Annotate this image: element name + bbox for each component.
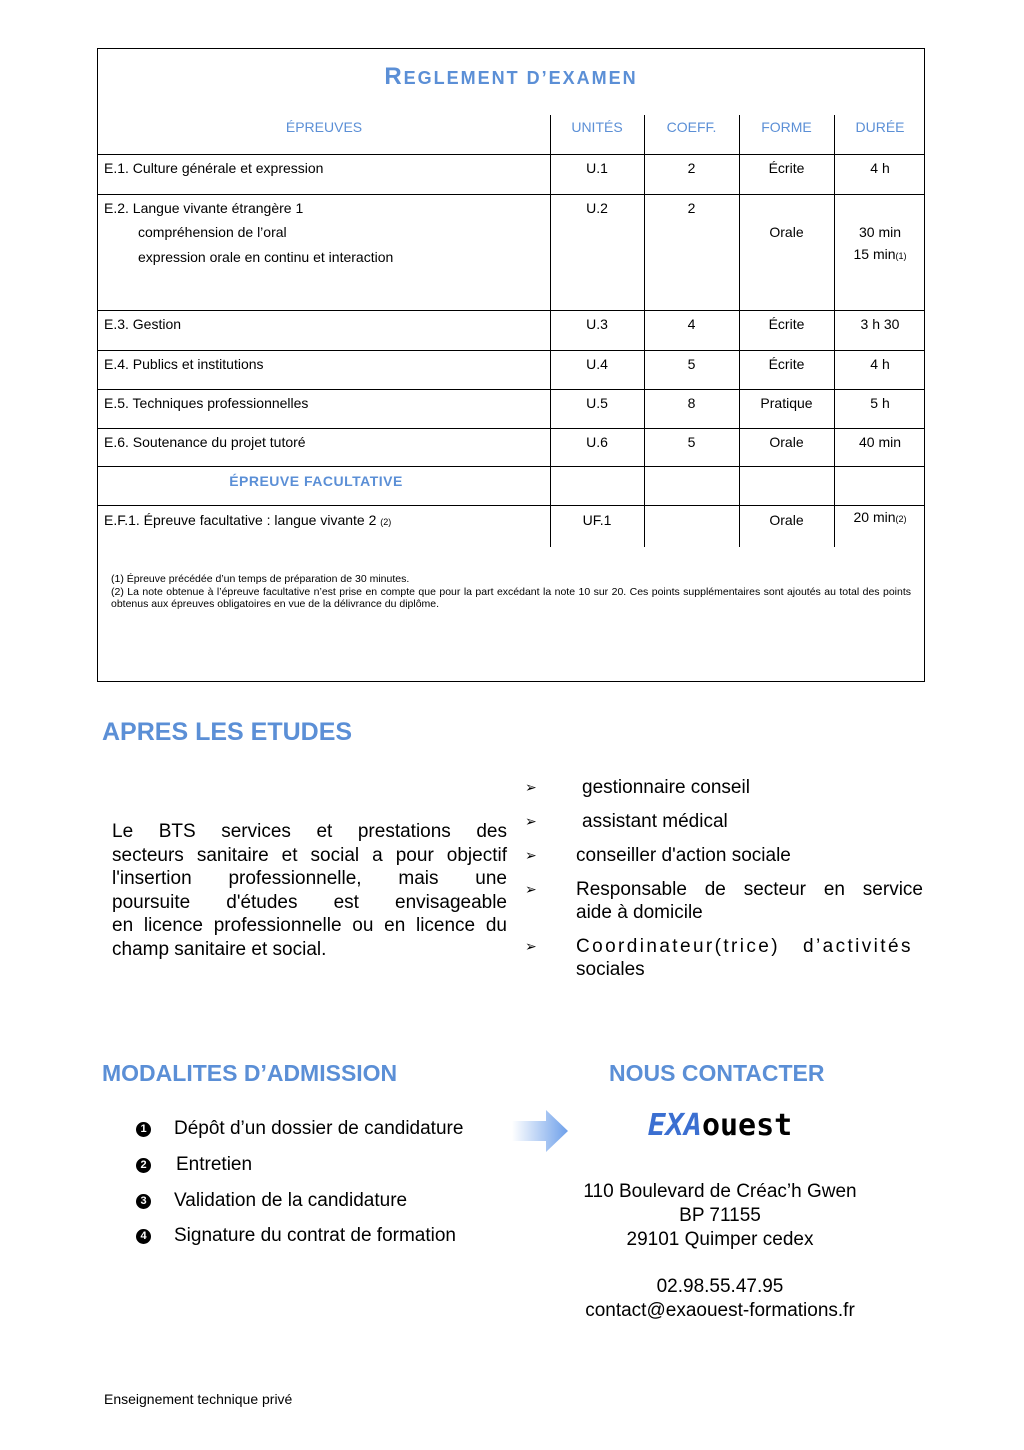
footnote-1: (1) Épreuve précédée d’un temps de préparation de 30 minutes. — [111, 573, 410, 585]
row-e3-coeff: 4 — [687, 316, 696, 332]
row-e6-duration: 40 min — [858, 434, 902, 450]
exam-title: REGLEMENT D’EXAMEN — [384, 63, 638, 90]
admission-step: 2 Entretien — [136, 1154, 151, 1176]
row-e4-coeff: 5 — [687, 356, 696, 372]
row-divider — [98, 350, 924, 351]
row-e1-duration: 4 h — [870, 160, 890, 176]
row-e5-coeff: 8 — [687, 395, 696, 411]
row-e4-form: Écrite — [768, 356, 805, 372]
row-e2-sub1: compréhension de l’oral — [138, 224, 287, 240]
header-coeff: COEFF. — [666, 119, 717, 135]
numbered-circle-icon: 2 — [136, 1158, 151, 1173]
row-e2-coeff: 2 — [687, 200, 696, 216]
row-e2-name: E.2. Langue vivante étrangère 1 — [104, 200, 304, 216]
row-e1-unit: U.1 — [586, 160, 608, 176]
row-e5-unit: U.5 — [586, 395, 608, 411]
row-e1-coeff: 2 — [687, 160, 696, 176]
row-e6-coeff: 5 — [687, 434, 696, 450]
row-e3-duration: 3 h 30 — [860, 316, 900, 332]
numbered-circle-icon: 1 — [136, 1122, 151, 1137]
row-e5-form: Pratique — [760, 395, 813, 411]
footer-note: Enseignement technique privé — [104, 1391, 293, 1407]
exam-regulation-table — [97, 48, 925, 682]
header-epreuves: ÉPREUVES — [285, 119, 363, 135]
row-e2-form: Orale — [769, 224, 804, 240]
row-divider — [98, 194, 924, 195]
row-e4-name: E.4. Publics et institutions — [104, 356, 264, 372]
row-e5-name: E.5. Techniques professionnelles — [104, 395, 309, 411]
row-divider — [98, 505, 924, 506]
footnote-2: (2) La note obtenue à l’épreuve facultative n’est prise en compte que pour la part excédant la note 10 sur 20. Ces points supplémentaires sont ajoutés au total des points obtenus aux épreuves obligatoires en vue de la délivrance du diplôme. — [111, 585, 911, 610]
numbered-circle-icon: 4 — [136, 1229, 151, 1244]
header-unites: UNITÉS — [571, 119, 623, 135]
numbered-circle-icon: 3 — [136, 1194, 151, 1209]
arrow-bullet-icon: ➢ — [525, 847, 537, 863]
row-e2-sub2: expression orale en continu et interaction — [138, 249, 394, 265]
contact-address-line1: 110 Boulevard de Créac’h Gwen — [583, 1181, 857, 1202]
row-e4-unit: U.4 — [586, 356, 608, 372]
row-e2-duration2: 15 min(1) — [853, 246, 907, 262]
contact-address-line3: 29101 Quimper cedex — [626, 1229, 814, 1250]
row-ef1-unit: UF.1 — [582, 512, 612, 528]
row-e3-form: Écrite — [768, 316, 805, 332]
admission-title: MODALITES D’ADMISSION — [102, 1060, 398, 1086]
arrow-bullet-icon: ➢ — [525, 813, 537, 829]
contact-phone: 02.98.55.47.95 — [656, 1276, 784, 1297]
contact-title: NOUS CONTACTER — [609, 1060, 825, 1086]
contact-email[interactable]: contact@exaouest-formations.fr — [585, 1300, 855, 1321]
exam-footnotes — [111, 573, 911, 611]
row-e5-duration: 5 h — [870, 395, 890, 411]
row-e3-name: E.3. Gestion — [104, 316, 182, 332]
exaouest-logo: EXAouest — [647, 1108, 793, 1143]
after-studies-paragraph: Le BTS services et prestations des secteurs sanitaire et social a pour objectif l'insertion professionnelle, mais une poursuite d'études est envisageable en licence professionnelle ou en licence du champ sanitaire et social. — [112, 821, 507, 960]
row-e4-duration: 4 h — [870, 356, 890, 372]
row-e1-name: E.1. Culture générale et expression — [104, 160, 324, 176]
header-forme: FORME — [761, 119, 812, 135]
optional-header: ÉPREUVE FACULTATIVE — [229, 473, 403, 489]
row-e1-form: Écrite — [768, 160, 805, 176]
row-e6-form: Orale — [769, 434, 804, 450]
row-divider — [98, 389, 924, 390]
row-divider — [98, 466, 924, 467]
admission-step: 1 Dépôt d’un dossier de candidature — [136, 1118, 151, 1140]
arrow-bullet-icon: ➢ — [525, 779, 537, 795]
row-divider — [98, 154, 924, 155]
row-e6-unit: U.6 — [586, 434, 608, 450]
row-divider — [98, 310, 924, 311]
header-duree: DURÉE — [855, 119, 905, 135]
row-e6-name: E.6. Soutenance du projet tutoré — [104, 434, 306, 450]
row-ef1-form: Orale — [769, 512, 804, 528]
admission-step: 3 Validation de la candidature — [136, 1190, 151, 1212]
row-ef1-duration: 20 min(2) — [853, 509, 907, 525]
row-e3-unit: U.3 — [586, 316, 608, 332]
arrow-bullet-icon: ➢ — [525, 881, 537, 897]
row-e2-unit: U.2 — [586, 200, 608, 216]
arrow-bullet-icon: ➢ — [525, 938, 537, 954]
admission-step: 4 Signature du contrat de formation — [136, 1225, 151, 1247]
row-e2-duration1: 30 min — [858, 224, 902, 240]
row-divider — [98, 428, 924, 429]
row-ef1-name: E.F.1. Épreuve facultative : langue vivante 2 (2) — [104, 512, 392, 528]
after-studies-title: APRES LES ETUDES — [102, 718, 353, 746]
contact-address-line2: BP 71155 — [679, 1205, 761, 1226]
